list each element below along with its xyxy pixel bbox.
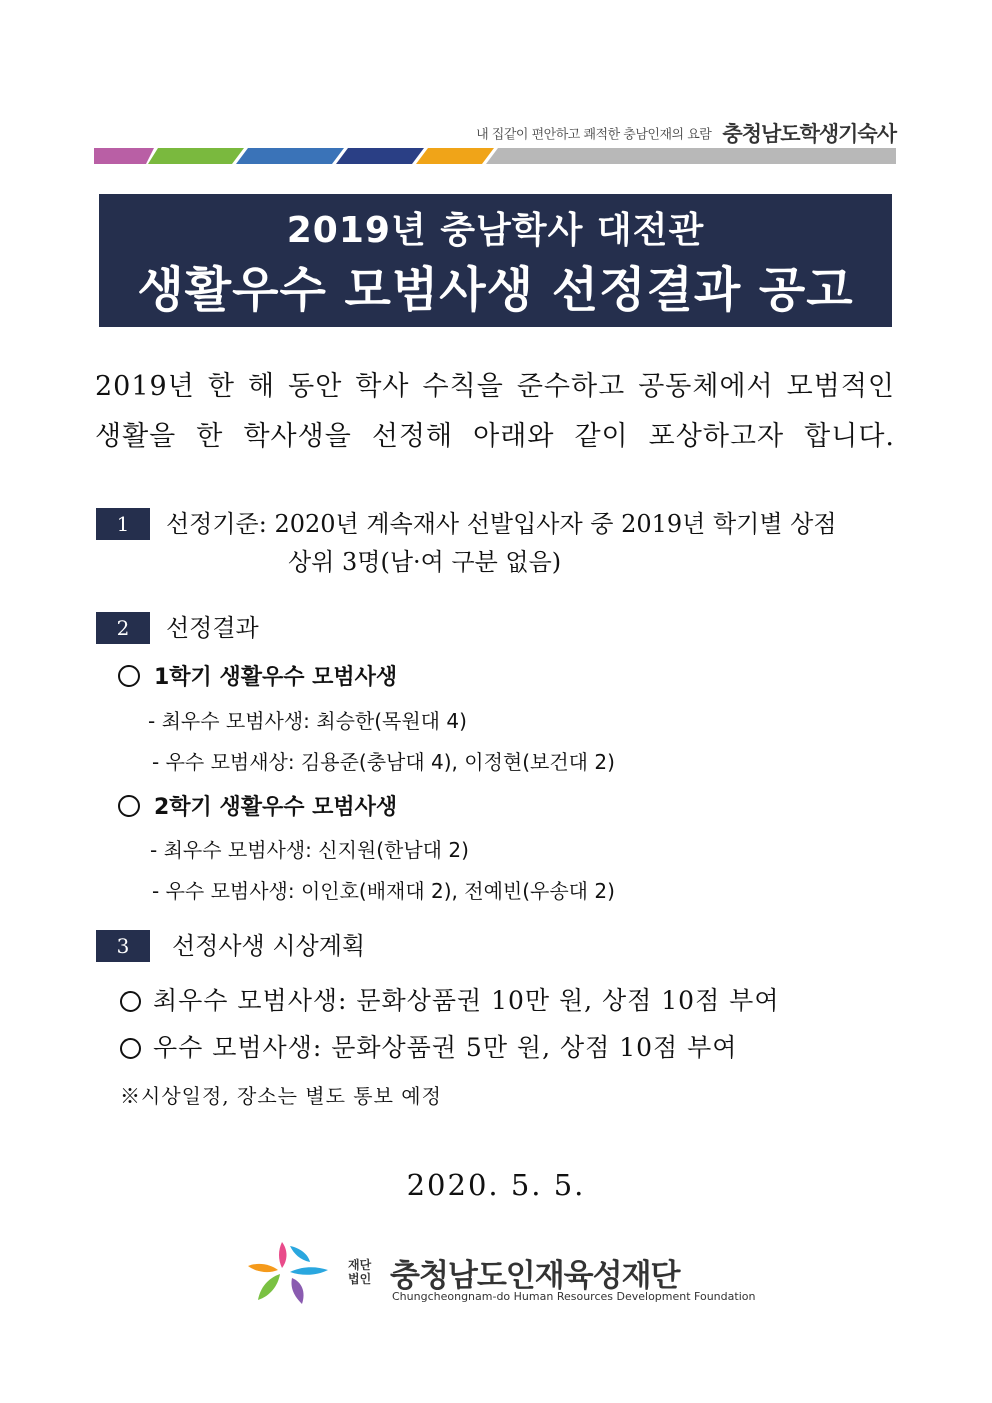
logo-petal-pink [279,1242,287,1268]
org-name-en: Chungcheongnam-do Human Resources Development Foundation [392,1290,756,1303]
stripe-green [148,148,244,164]
section-1-line1: 선정기준: 2020년 계속재사 선발입사자 중 2019년 학기별 상점 [166,510,837,538]
org-kind [348,1258,371,1286]
circle-bullet-icon [120,991,141,1012]
section-2-number: 2 [96,612,150,644]
logo-petal-blue [290,1267,328,1275]
section-3-title: 선정사생 시상계획 [172,932,366,960]
intro-line1: 2019년 한 해 동안 학사 수칙을 준수하고 공동체에서 모범적인 [95,371,895,402]
header-slogan: 내 집같이 편안하고 쾌적한 충남인재의 요람 [476,127,712,143]
section-2-title: 선정결과 [166,614,259,642]
semester1-best: - 최우수 모범사생: 최승한(목원대 4) [148,709,467,733]
circle-bullet-icon [118,665,140,687]
award-excellent [120,1028,737,1064]
award-best-text: 최우수 모범사생: 문화상품권 10만 원, 상점 10점 부여 [153,986,780,1015]
semester2-best: - 최우수 모범사생: 신지원(한남대 2) [150,838,469,862]
stripe-purple [94,148,154,164]
semester1-heading [118,660,397,691]
header-color-stripe [94,148,896,164]
stripe-navy [336,148,424,164]
title-box [99,194,892,327]
section-3-number: 3 [96,930,150,962]
header-slogan-row [94,118,896,148]
dormitory-name: 충청남도학생기숙사 [722,122,896,146]
org-kind-line2: 법인 [348,1272,372,1286]
section-1-line2: 상위 3명(남·여 구분 없음) [288,548,562,576]
stripe-orange [416,148,494,164]
logo-petal-blue-top [290,1246,310,1262]
section-1-number: 1 [96,508,150,540]
intro-line2: 생활을 한 학사생을 선정해 아래와 같이 포상하고자 합니다. [95,421,895,452]
circle-bullet-icon [120,1038,141,1059]
stripe-blue [236,148,344,164]
foundation-logo-icon [244,1238,334,1308]
award-excellent-text: 우수 모범사생: 문화상품권 5만 원, 상점 10점 부여 [153,1033,738,1062]
title-line2: 생활우수 모범사생 선정결과 공고 [137,262,854,318]
logo-petal-green [258,1274,280,1300]
logo-petal-orange [248,1264,278,1272]
stripe-gray [486,148,896,164]
semester2-heading [118,790,397,821]
semester1-heading-text: 1학기 생활우수 모범사생 [154,665,398,690]
org-name: 충청남도인재육성재단 [390,1258,680,1294]
intro-paragraph [95,362,895,462]
title-line1: 2019년 충남학사 대전관 [286,210,705,251]
announcement-date: 2020. 5. 5. [406,1168,586,1202]
schedule-note: ※시상일정, 장소는 별도 통보 예정 [120,1084,442,1108]
semester2-excellent: - 우수 모범사생: 이인호(배재대 2), 전예빈(우송대 2) [152,879,615,903]
semester1-excellent: - 우수 모범새상: 김용준(충남대 4), 이정현(보건대 2) [152,750,615,774]
logo-petal-purple [291,1278,303,1304]
award-best [120,981,779,1017]
circle-bullet-icon [118,795,140,817]
org-kind-line1: 재단 [348,1258,372,1272]
semester2-heading-text: 2학기 생활우수 모범사생 [154,795,398,820]
